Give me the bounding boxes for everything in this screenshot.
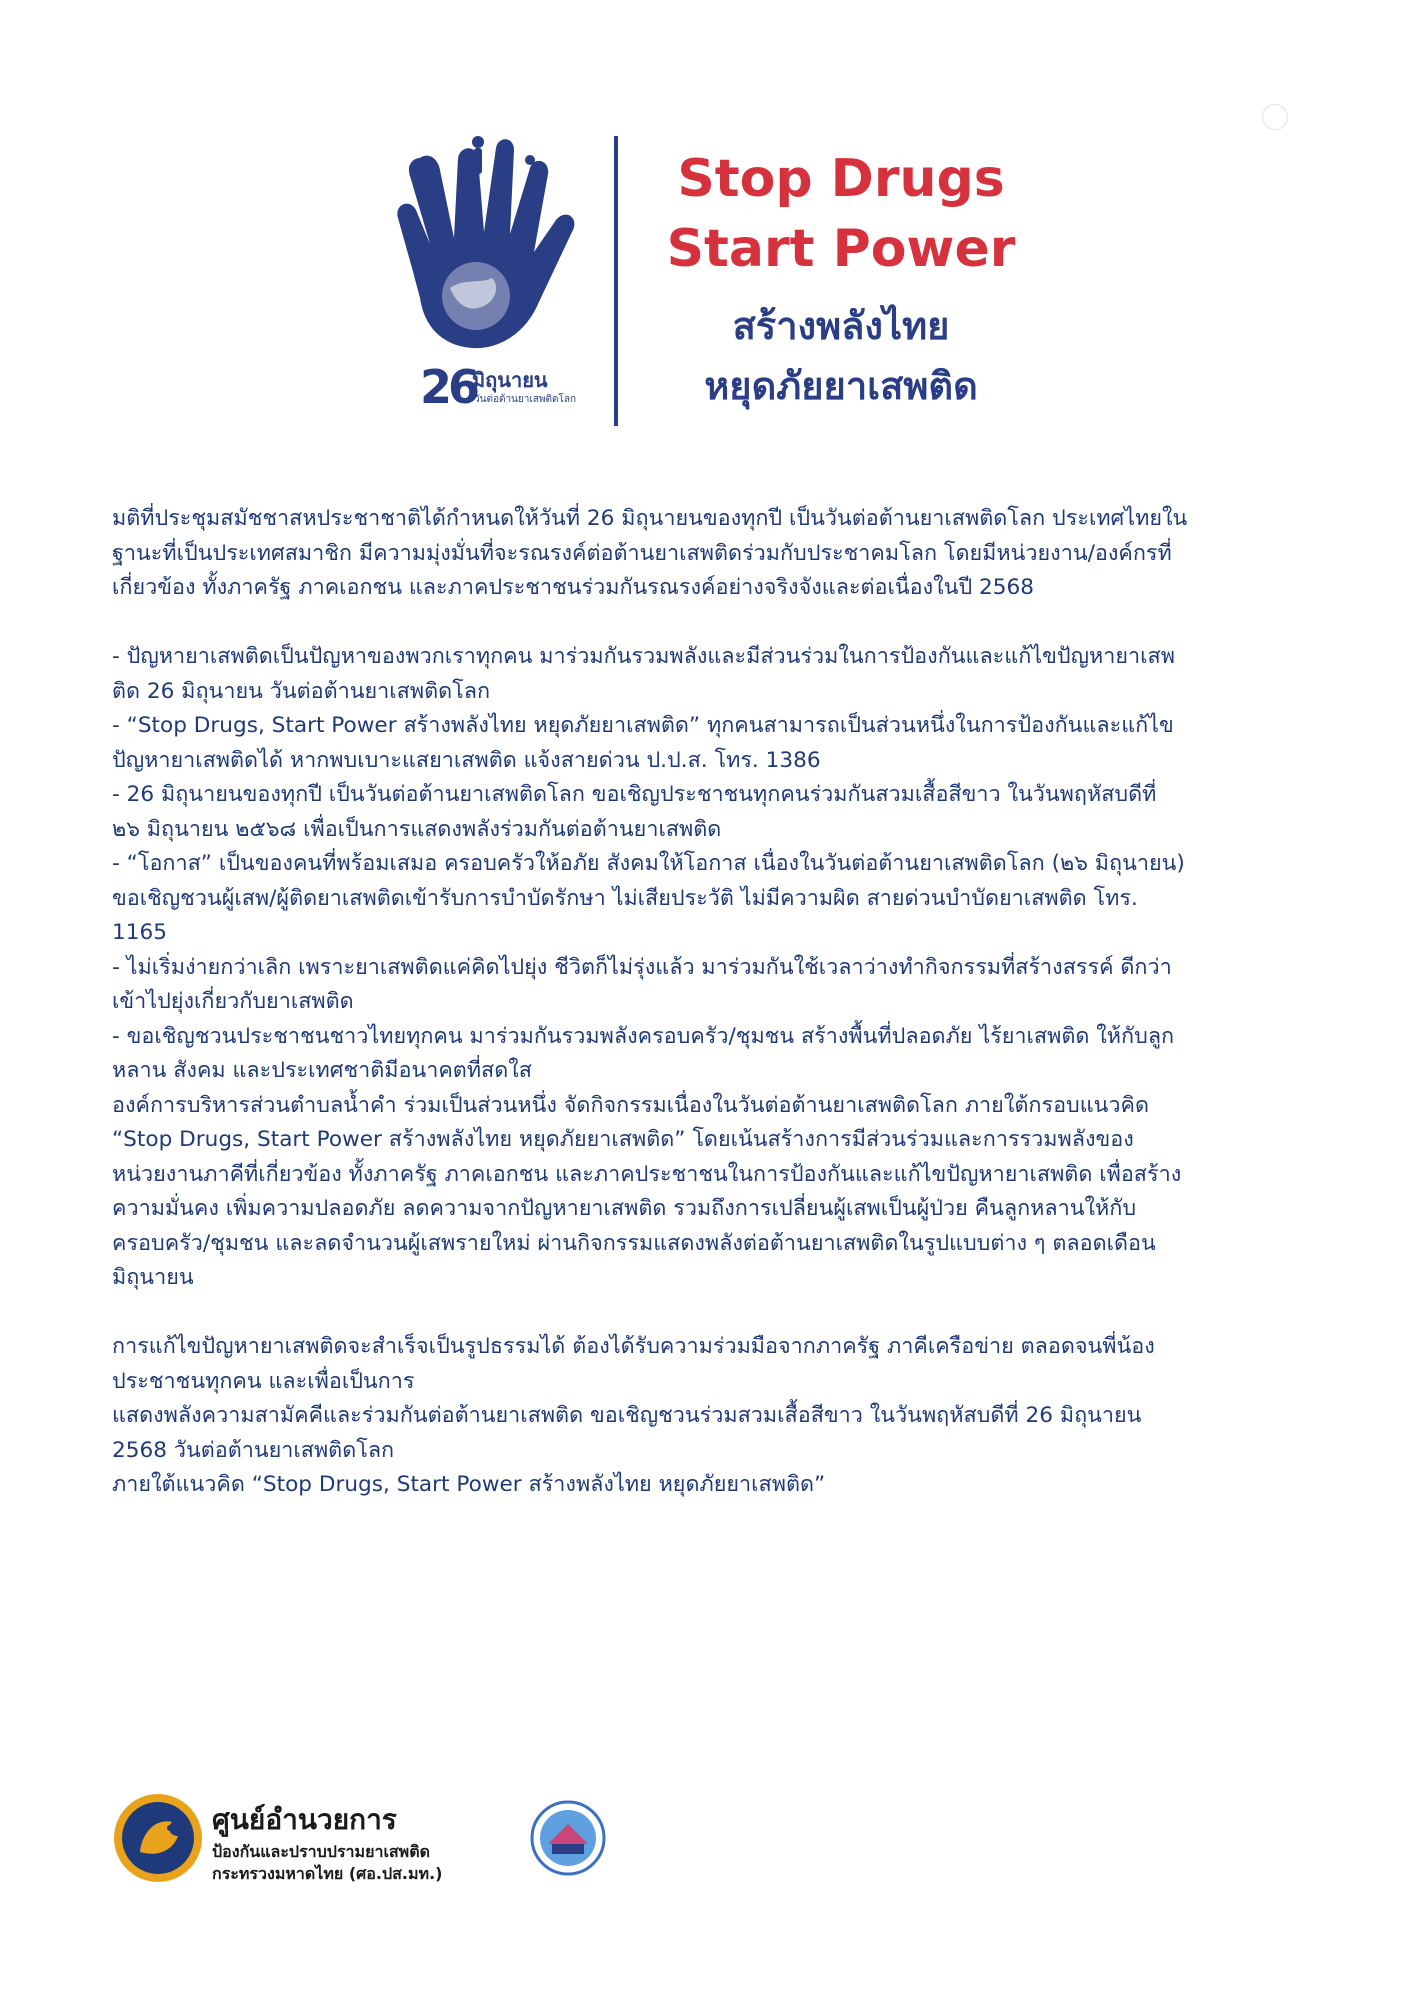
org-ministry: กระทรวงมหาดไทย (ศอ.ปส.มท.) <box>212 1864 443 1883</box>
body-line: มิถุนายน <box>112 1265 194 1290</box>
body-line: ขอเชิญชวนผู้เสพ/ผู้ติดยาเสพติดเข้ารับการบำบัดรักษา ไม่เสียประวัติ ไม่มีความผิด สายด่วนบำบัดยาเสพติด โทร. <box>112 885 1138 911</box>
announcement-body <box>112 502 1322 1503</box>
day-caption: วันต่อต้านยาเสพติดโลก <box>474 394 577 405</box>
body-line: ภายใต้แนวคิด “Stop Drugs, Start Power สร้างพลังไทย หยุดภัยยาเสพติด” <box>112 1472 826 1497</box>
body-line: - ขอเชิญชวนประชาชนชาวไทยทุกคน มาร่วมกันรวมพลังครอบครัว/ชุมชน สร้างพื้นที่ปลอดภัย ไร้ยาเสพติด ให้กับลูก <box>112 1023 1175 1049</box>
slogan-en-line2: Start Power <box>666 219 1016 279</box>
body-line: 1165 <box>112 920 167 945</box>
org-subtitle: ป้องกันและปราบปรามยาเสพติด <box>212 1842 431 1861</box>
paragraph-gap <box>112 606 1322 641</box>
slogan-en-line1: Stop Drugs <box>677 149 1005 209</box>
slogan-thai <box>642 296 1040 416</box>
body-line: ความมั่นคง เพิ่มความปลอดภัย ลดความจากปัญหายาเสพติด รวมถึงการเปลี่ยนผู้เสพเป็นผู้ป่วย คืนลูกหลานให้กับ <box>112 1196 1137 1221</box>
footer-logos <box>112 1792 632 1892</box>
body-line: - ปัญหายาเสพติดเป็นปัญหาของพวกเราทุกคน มาร่วมกันรวมพลังและมีส่วนร่วมในการป้องกันและแก้ไขปัญหายาเสพ <box>112 644 1175 669</box>
banner-divider <box>614 136 618 426</box>
body-line: การแก้ไขปัญหายาเสพติดจะสำเร็จเป็นรูปธรรมได้ ต้องได้รับความร่วมมือจากภาครัฐ ภาคีเครือข่าย ตลอดจนพี่น้อง <box>112 1334 1155 1359</box>
body-line: - “Stop Drugs, Start Power สร้างพลังไทย หยุดภัยยาเสพติด” ทุกคนสามารถเป็นส่วนหนึ่งในการป้องกันและแก้ไข <box>112 713 1174 738</box>
hand-globe-icon <box>380 128 600 358</box>
body-line: องค์การบริหารส่วนตำบลน้ำคำ ร่วมเป็นส่วนหนึ่ง จัดกิจกรรมเนื่องในวันต่อต้านยาเสพติดโลก ภายใต้กรอบแนวคิด <box>112 1092 1150 1118</box>
june-26-badge <box>420 360 600 420</box>
slogan-th-line1: สร้างพลังไทย <box>732 304 950 348</box>
ministry-seal-icon <box>112 1792 204 1884</box>
body-line: หน่วยงานภาคีที่เกี่ยวข้อง ทั้งภาครัฐ ภาคเอกชน และภาคประชาชนในการป้องกันและแก้ไขปัญหายาเสพติด เพื่อสร้าง <box>112 1161 1182 1187</box>
body-line: - 26 มิถุนายนของทุกปี เป็นวันต่อต้านยาเสพติดโลก ขอเชิญประชาชนทุกคนร่วมกันสวมเสื้อสีขาว ในวันพฤหัสบดีที่ <box>112 782 1157 807</box>
body-line: ปัญหายาเสพติดได้ หากพบเบาะแสยาเสพติด แจ้งสายด่วน ป.ป.ส. โทร. 1386 <box>112 747 821 773</box>
local-administration-seal-icon <box>530 1800 606 1876</box>
org-name: ศูนย์อำนวยการ <box>212 1803 397 1836</box>
body-line: - ไม่เริ่มง่ายกว่าเลิก เพราะยาเสพติดแค่คิดไปยุ่ง ชีวิตก็ไม่รุ่งแล้ว มาร่วมกันใช้เวลาว่างทำกิจกรรมที่สร้างสรรค์ ดีกว่า <box>112 954 1172 980</box>
body-line: เกี่ยวข้อง ทั้งภาครัฐ ภาคเอกชน และภาคประชาชนร่วมกันรณรงค์อย่างจริงจังและต่อเนื่องในปี 2568 <box>112 575 1035 600</box>
body-line: ติด 26 มิถุนายน วันต่อต้านยาเสพติดโลก <box>112 678 491 704</box>
body-line: หลาน สังคม และประเทศชาติมีอนาคตที่สดใส <box>112 1058 532 1083</box>
campaign-banner <box>380 128 1040 428</box>
slogan-th-line2: หยุดภัยยาเสพติด <box>704 364 978 408</box>
body-line: 2568 วันต่อต้านยาเสพติดโลก <box>112 1437 395 1463</box>
body-line: “Stop Drugs, Start Power สร้างพลังไทย หยุดภัยยาเสพติด” โดยเน้นสร้างการมีส่วนร่วมและการรวมพลังของ <box>112 1127 1134 1152</box>
body-line: แสดงพลังความสามัคคีและร่วมกันต่อต้านยาเสพติด ขอเชิญชวนร่วมสวมเสื้อสีขาว ในวันพฤหัสบดีที่ 26 มิถุนายน <box>112 1403 1142 1428</box>
corner-circle-icon <box>1262 104 1288 130</box>
body-line: ครอบครัว/ชุมชน และลดจำนวนผู้เสพรายใหม่ ผ่านกิจกรรมแสดงพลังต่อต้านยาเสพติดในรูปแบบต่าง ๆ ตลอดเดือน <box>112 1230 1156 1256</box>
paragraph-gap <box>112 1296 1322 1331</box>
day-month: มิถุนายน <box>472 368 548 392</box>
body-line: ๒๖ มิถุนายน ๒๕๖๘ เพื่อเป็นการแสดงพลังร่วมกันต่อต้านยาเสพติด <box>112 816 722 842</box>
body-line: - “โอกาส” เป็นของคนที่พร้อมเสมอ ครอบครัวให้อภัย สังคมให้โอกาส เนื่องในวันต่อต้านยาเสพติดโลก (๒๖ มิถุนายน) <box>112 851 1185 876</box>
body-line: มติที่ประชุมสมัชชาสหประชาชาติได้กำหนดให้วันที่ 26 มิถุนายนของทุกปี เป็นวันต่อต้านยาเสพติดโลก ประเทศไทยใน <box>112 506 1188 531</box>
body-line: ฐานะที่เป็นประเทศสมาชิก มีความมุ่งมั่นที่จะรณรงค์ต่อต้านยาเสพติดร่วมกับประชาคมโลก โดยมีหน่วยงาน/องค์กรที่ <box>112 540 1172 566</box>
body-line: เข้าไปยุ่งเกี่ยวกับยาเสพติด <box>112 989 354 1014</box>
body-line: ประชาชนทุกคน และเพื่อเป็นการ <box>112 1368 415 1394</box>
day-number: 26 <box>420 360 477 414</box>
slogan-english <box>642 144 1040 284</box>
